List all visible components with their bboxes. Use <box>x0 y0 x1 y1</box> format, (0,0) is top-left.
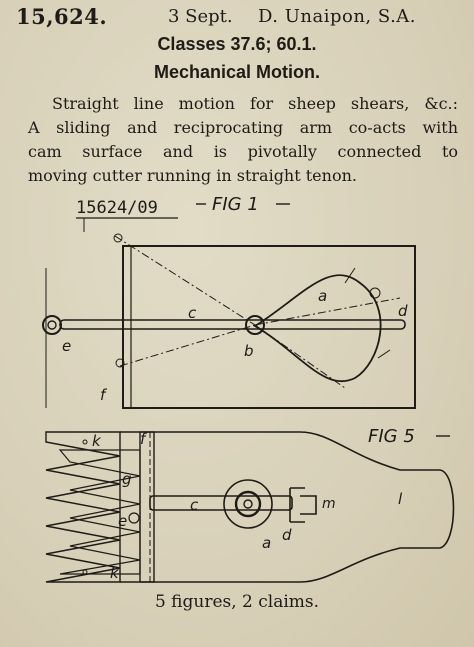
abstract <box>28 92 458 188</box>
fig1-centre-line <box>120 325 255 366</box>
fig5-fork <box>290 488 316 522</box>
fig1-letter-f: f <box>100 386 106 404</box>
applicant-name: D. Unaipon, S.A. <box>258 6 417 27</box>
abstract-line: cam surface and is pivotally connected to <box>28 142 458 161</box>
fig5-comb <box>46 432 120 582</box>
abstract-line: A sliding and reciprocating arm co-acts with <box>28 118 458 137</box>
fig1-arm <box>60 320 405 329</box>
filing-date: 3 Sept. <box>168 6 233 27</box>
figures-claims: 5 figures, 2 claims. <box>154 592 320 612</box>
drawing-stamp: 15624/09 <box>76 198 158 218</box>
fig5-letter-l: l <box>398 490 403 508</box>
fig5-cutter <box>60 450 140 574</box>
fig5-cam-centre <box>244 500 252 508</box>
fig1-frame <box>123 246 415 408</box>
fig1-letter-c: c <box>188 304 197 322</box>
fig5-letter-k: k <box>92 432 101 450</box>
fig1-letter-a: a <box>318 287 328 305</box>
fig5-label: FIG 5 <box>368 426 415 447</box>
figure-5 <box>46 432 454 582</box>
fig5-letter-c: c <box>190 496 199 514</box>
entry-header <box>0 4 474 29</box>
fig5-letter-m: m <box>322 496 336 512</box>
figure-1 <box>43 234 415 408</box>
abstract-line: moving cutter running in straight tenon. <box>28 166 357 185</box>
fig5-letter-e: e <box>118 512 128 530</box>
fig5-letter-k-bottom: k <box>110 564 119 582</box>
classification: Classes 37.6; 60.1. <box>157 34 317 54</box>
fig5-pin <box>129 513 139 523</box>
fig5-cam-outer <box>224 480 272 528</box>
fig1-letter-e: e <box>62 337 72 355</box>
fig5-letter-a: a <box>262 534 272 552</box>
abstract-line: Straight line motion for sheep shears, &c.: <box>52 94 458 113</box>
fig5-rivet <box>83 440 87 444</box>
subject-heading: Mechanical Motion. <box>153 62 321 82</box>
fig1-arm-eye-inner <box>48 321 56 329</box>
fig1-letter-b: b <box>244 342 254 360</box>
fig5-shear-body <box>120 432 454 582</box>
fig1-label: FIG 1 <box>212 194 259 215</box>
patent-number: 15,624. <box>16 4 108 29</box>
fig1-letter-d: d <box>398 302 408 320</box>
fig5-letter-f: f <box>140 430 146 448</box>
fig5-tenon <box>140 432 154 582</box>
fig5-letter-d: d <box>282 526 292 544</box>
fig5-letter-g: g <box>122 470 132 488</box>
fig1-centre-line <box>115 236 255 325</box>
patent-drawing <box>0 188 474 588</box>
fig1-arrow <box>378 350 390 358</box>
